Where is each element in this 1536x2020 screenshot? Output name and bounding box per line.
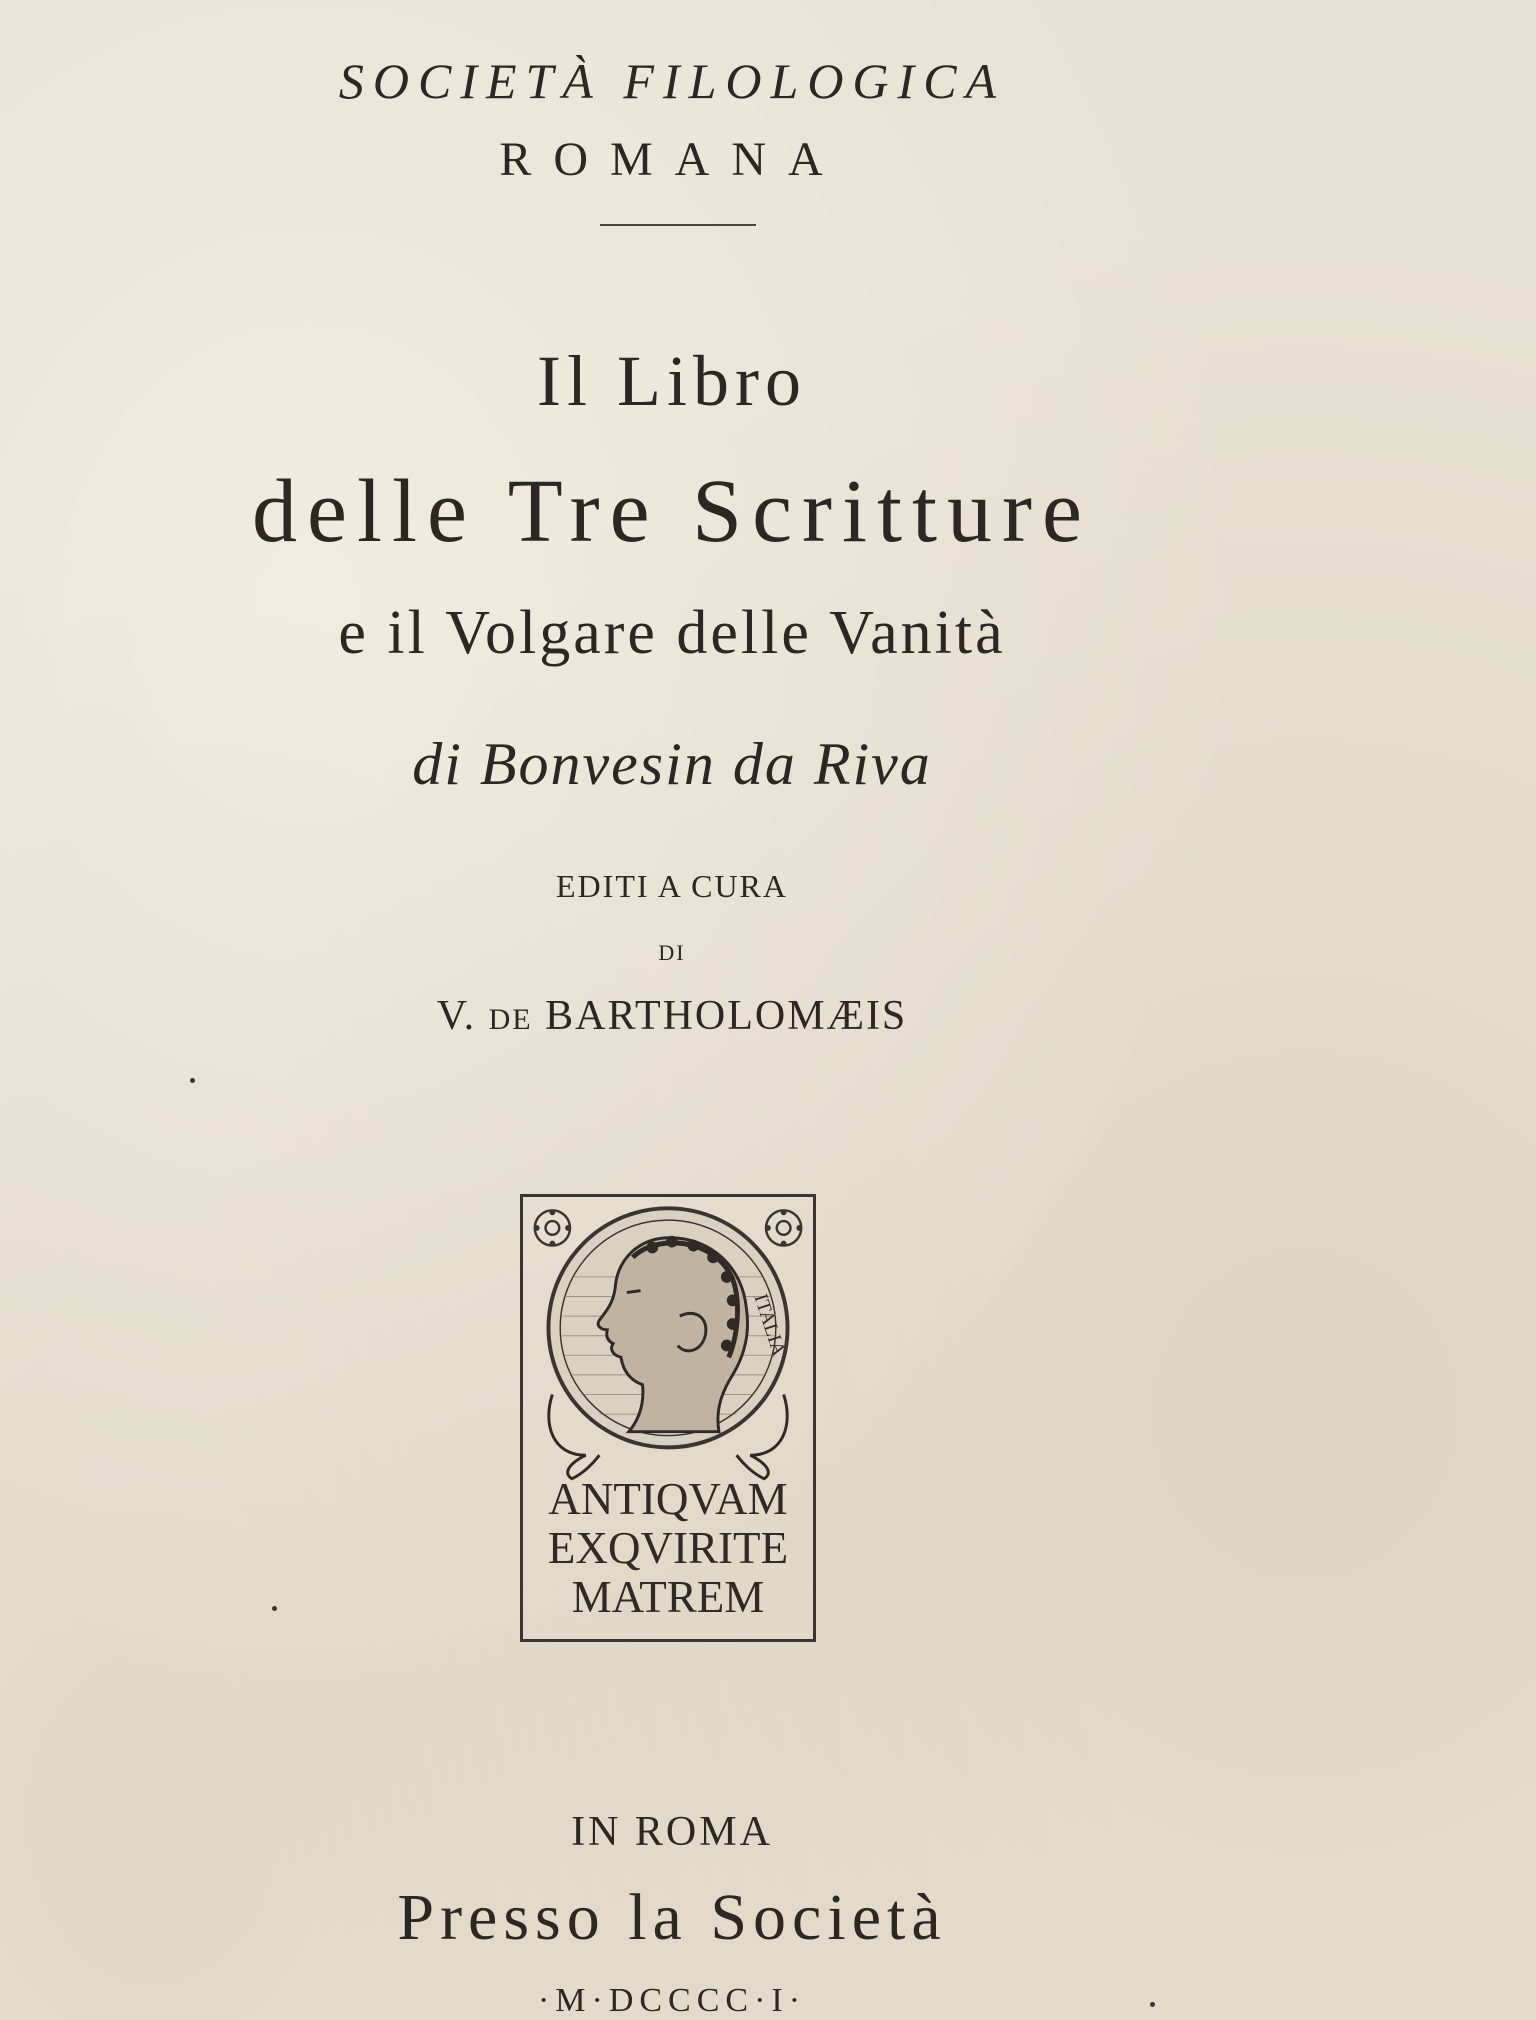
publisher-line: Presso la Società (397, 1881, 947, 1954)
emblem-motto-line1: ANTIQVAM (548, 1474, 788, 1525)
book-title-line2: delle Tre Scritture (252, 462, 1092, 561)
paper-speck (190, 1078, 195, 1083)
paper-speck (1150, 2002, 1155, 2007)
year-line: ·M·DCCCC·I· (537, 1982, 807, 2019)
edited-by-line: EDITI A CURA (556, 868, 788, 904)
editor-surname: BARTHOLOMÆIS (545, 993, 908, 1039)
emblem-seal-icon (523, 1197, 813, 1639)
author-line: di Bonvesin da Riva (412, 731, 932, 797)
publisher-emblem (520, 1194, 816, 1642)
editor-initial: V. (436, 993, 477, 1039)
medallion-text: ITALIA (749, 1291, 790, 1359)
divider-rule (600, 224, 756, 226)
book-title-line1: Il Libro (537, 341, 807, 421)
editor-particle: DE (488, 1003, 533, 1036)
editor-name (0, 992, 1344, 1040)
emblem-motto-line2: EXQVIRITE (547, 1523, 789, 1573)
paper-speck (272, 1606, 277, 1611)
society-name-line1: SOCIETÀ FILOLOGICA (338, 53, 1006, 109)
place-line: IN ROMA (571, 1809, 773, 1855)
book-title-line3: e il Volgare delle Vanità (338, 599, 1006, 667)
society-name-line2: ROMANA (499, 133, 845, 186)
emblem-motto-line3: MATREM (571, 1571, 765, 1622)
di-line: DI (658, 940, 686, 965)
